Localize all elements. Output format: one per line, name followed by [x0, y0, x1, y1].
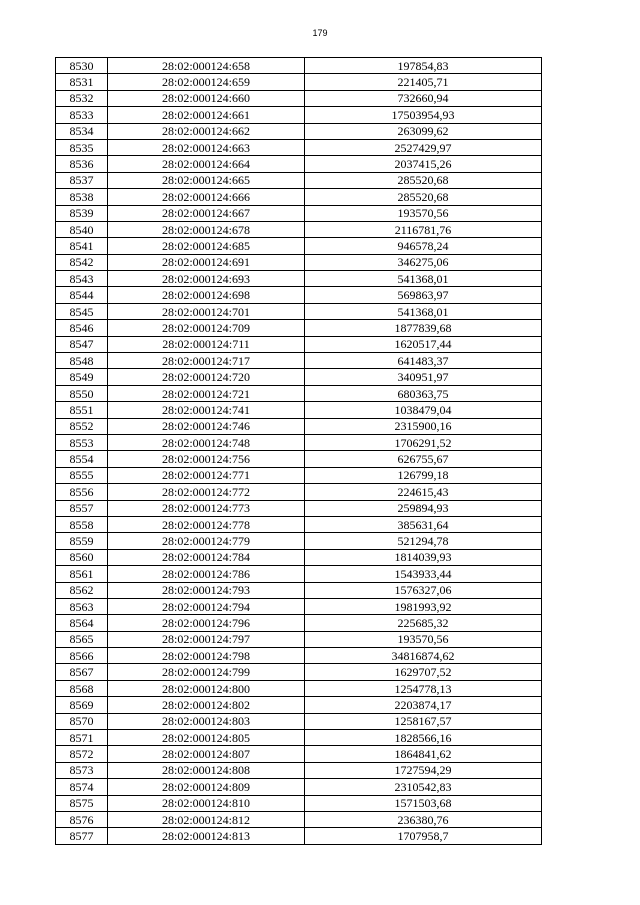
row-number-cell: 8534 — [56, 123, 108, 139]
page-number: 179 — [312, 28, 328, 38]
cadastral-value-cell: 541368,01 — [305, 303, 542, 319]
table-row — [56, 549, 542, 565]
cadastral-value-cell: 1706291,52 — [305, 434, 542, 450]
cadastral-value-cell: 225685,32 — [305, 615, 542, 631]
cadastral-value-cell: 1828566,16 — [305, 730, 542, 746]
cadastral-value-cell: 626755,67 — [305, 451, 542, 467]
cadastral-number-cell: 28:02:000124:720 — [108, 369, 305, 385]
cadastral-value-cell: 263099,62 — [305, 123, 542, 139]
cadastral-number-cell: 28:02:000124:665 — [108, 172, 305, 188]
table-row — [56, 336, 542, 352]
cadastral-number-cell: 28:02:000124:778 — [108, 516, 305, 532]
cadastral-value-cell: 1576327,06 — [305, 582, 542, 598]
table-row — [56, 615, 542, 631]
cadastral-number-cell: 28:02:000124:666 — [108, 189, 305, 205]
table-row — [56, 123, 542, 139]
row-number-cell: 8577 — [56, 828, 108, 844]
table-row — [56, 828, 542, 844]
table-row — [56, 287, 542, 303]
cadastral-value-cell: 1543933,44 — [305, 566, 542, 582]
table-row — [56, 516, 542, 532]
row-number-cell: 8572 — [56, 746, 108, 762]
row-number-cell: 8552 — [56, 418, 108, 434]
table-row — [56, 353, 542, 369]
cadastral-value-cell: 285520,68 — [305, 172, 542, 188]
cadastral-number-cell: 28:02:000124:805 — [108, 730, 305, 746]
cadastral-number-cell: 28:02:000124:803 — [108, 713, 305, 729]
cadastral-value-cell: 1707958,7 — [305, 828, 542, 844]
cadastral-value-cell: 1981993,92 — [305, 598, 542, 614]
cadastral-value-cell: 1814039,93 — [305, 549, 542, 565]
cadastral-number-cell: 28:02:000124:661 — [108, 107, 305, 123]
row-number-cell: 8555 — [56, 467, 108, 483]
row-number-cell: 8561 — [56, 566, 108, 582]
cadastral-value-cell: 1864841,62 — [305, 746, 542, 762]
table-row — [56, 631, 542, 647]
cadastral-value-cell: 221405,71 — [305, 74, 542, 90]
row-number-cell: 8545 — [56, 303, 108, 319]
row-number-cell: 8538 — [56, 189, 108, 205]
cadastral-value-cell: 340951,97 — [305, 369, 542, 385]
cadastral-value-cell: 569863,97 — [305, 287, 542, 303]
cadastral-number-cell: 28:02:000124:799 — [108, 664, 305, 680]
row-number-cell: 8554 — [56, 451, 108, 467]
row-number-cell: 8564 — [56, 615, 108, 631]
cadastral-value-cell: 193570,56 — [305, 631, 542, 647]
row-number-cell: 8566 — [56, 648, 108, 664]
row-number-cell: 8532 — [56, 90, 108, 106]
cadastral-value-cell: 732660,94 — [305, 90, 542, 106]
cadastral-number-cell: 28:02:000124:809 — [108, 779, 305, 795]
row-number-cell: 8574 — [56, 779, 108, 795]
table-row — [56, 500, 542, 516]
cadastral-value-cell: 1620517,44 — [305, 336, 542, 352]
table-row — [56, 697, 542, 713]
row-number-cell: 8535 — [56, 139, 108, 155]
row-number-cell: 8541 — [56, 238, 108, 254]
cadastral-number-cell: 28:02:000124:797 — [108, 631, 305, 647]
cadastral-number-cell: 28:02:000124:709 — [108, 320, 305, 336]
cadastral-number-cell: 28:02:000124:664 — [108, 156, 305, 172]
cadastral-number-cell: 28:02:000124:658 — [108, 58, 305, 74]
table-row — [56, 238, 542, 254]
cadastral-value-cell: 17503954,93 — [305, 107, 542, 123]
row-number-cell: 8530 — [56, 58, 108, 74]
cadastral-number-cell: 28:02:000124:813 — [108, 828, 305, 844]
row-number-cell: 8536 — [56, 156, 108, 172]
cadastral-number-cell: 28:02:000124:800 — [108, 680, 305, 696]
table-row — [56, 467, 542, 483]
cadastral-value-cell: 197854,83 — [305, 58, 542, 74]
cadastral-number-cell: 28:02:000124:786 — [108, 566, 305, 582]
cadastral-number-cell: 28:02:000124:662 — [108, 123, 305, 139]
table-row — [56, 434, 542, 450]
row-number-cell: 8540 — [56, 221, 108, 237]
table-row — [56, 582, 542, 598]
row-number-cell: 8562 — [56, 582, 108, 598]
table-body — [56, 58, 542, 845]
table-row — [56, 566, 542, 582]
table-row — [56, 74, 542, 90]
table-row — [56, 598, 542, 614]
cadastral-number-cell: 28:02:000124:771 — [108, 467, 305, 483]
cadastral-number-cell: 28:02:000124:667 — [108, 205, 305, 221]
cadastral-number-cell: 28:02:000124:659 — [108, 74, 305, 90]
cadastral-number-cell: 28:02:000124:701 — [108, 303, 305, 319]
row-number-cell: 8553 — [56, 434, 108, 450]
table-row — [56, 402, 542, 418]
cadastral-number-cell: 28:02:000124:721 — [108, 385, 305, 401]
cadastral-value-cell: 2037415,26 — [305, 156, 542, 172]
row-number-cell: 8570 — [56, 713, 108, 729]
cadastral-value-cell: 1629707,52 — [305, 664, 542, 680]
row-number-cell: 8542 — [56, 254, 108, 270]
table-row — [56, 205, 542, 221]
row-number-cell: 8576 — [56, 811, 108, 827]
cadastral-value-cell: 224615,43 — [305, 484, 542, 500]
cadastral-number-cell: 28:02:000124:796 — [108, 615, 305, 631]
cadastral-value-cell: 193570,56 — [305, 205, 542, 221]
row-number-cell: 8543 — [56, 271, 108, 287]
row-number-cell: 8559 — [56, 533, 108, 549]
cadastral-value-table — [55, 57, 542, 845]
cadastral-number-cell: 28:02:000124:685 — [108, 238, 305, 254]
cadastral-value-cell: 541368,01 — [305, 271, 542, 287]
table-row — [56, 484, 542, 500]
table-row — [56, 533, 542, 549]
row-number-cell: 8531 — [56, 74, 108, 90]
cadastral-number-cell: 28:02:000124:711 — [108, 336, 305, 352]
cadastral-number-cell: 28:02:000124:773 — [108, 500, 305, 516]
cadastral-number-cell: 28:02:000124:798 — [108, 648, 305, 664]
cadastral-value-cell: 1727594,29 — [305, 762, 542, 778]
cadastral-number-cell: 28:02:000124:693 — [108, 271, 305, 287]
table-row — [56, 107, 542, 123]
row-number-cell: 8573 — [56, 762, 108, 778]
cadastral-number-cell: 28:02:000124:772 — [108, 484, 305, 500]
row-number-cell: 8563 — [56, 598, 108, 614]
cadastral-number-cell: 28:02:000124:678 — [108, 221, 305, 237]
table-row — [56, 320, 542, 336]
table-row — [56, 189, 542, 205]
table-row — [56, 746, 542, 762]
row-number-cell: 8537 — [56, 172, 108, 188]
cadastral-value-cell: 346275,06 — [305, 254, 542, 270]
table-row — [56, 762, 542, 778]
cadastral-value-cell: 34816874,62 — [305, 648, 542, 664]
table-row — [56, 418, 542, 434]
row-number-cell: 8546 — [56, 320, 108, 336]
cadastral-value-cell: 2315900,16 — [305, 418, 542, 434]
table-row — [56, 156, 542, 172]
table-row — [56, 303, 542, 319]
cadastral-value-cell: 1571503,68 — [305, 795, 542, 811]
cadastral-number-cell: 28:02:000124:756 — [108, 451, 305, 467]
cadastral-value-cell: 1038479,04 — [305, 402, 542, 418]
cadastral-value-cell: 680363,75 — [305, 385, 542, 401]
row-number-cell: 8547 — [56, 336, 108, 352]
table-row — [56, 221, 542, 237]
row-number-cell: 8533 — [56, 107, 108, 123]
cadastral-value-cell: 521294,78 — [305, 533, 542, 549]
row-number-cell: 8557 — [56, 500, 108, 516]
row-number-cell: 8549 — [56, 369, 108, 385]
cadastral-number-cell: 28:02:000124:784 — [108, 549, 305, 565]
table-row — [56, 254, 542, 270]
cadastral-number-cell: 28:02:000124:794 — [108, 598, 305, 614]
cadastral-number-cell: 28:02:000124:802 — [108, 697, 305, 713]
cadastral-number-cell: 28:02:000124:793 — [108, 582, 305, 598]
row-number-cell: 8567 — [56, 664, 108, 680]
cadastral-value-cell: 2310542,83 — [305, 779, 542, 795]
row-number-cell: 8539 — [56, 205, 108, 221]
table-row — [56, 90, 542, 106]
cadastral-value-cell: 1254778,13 — [305, 680, 542, 696]
row-number-cell: 8550 — [56, 385, 108, 401]
row-number-cell: 8569 — [56, 697, 108, 713]
cadastral-value-cell: 946578,24 — [305, 238, 542, 254]
table-row — [56, 795, 542, 811]
cadastral-number-cell: 28:02:000124:812 — [108, 811, 305, 827]
row-number-cell: 8571 — [56, 730, 108, 746]
cadastral-number-cell: 28:02:000124:741 — [108, 402, 305, 418]
table-row — [56, 730, 542, 746]
row-number-cell: 8548 — [56, 353, 108, 369]
cadastral-value-cell: 236380,76 — [305, 811, 542, 827]
cadastral-value-cell: 126799,18 — [305, 467, 542, 483]
cadastral-number-cell: 28:02:000124:779 — [108, 533, 305, 549]
cadastral-value-cell: 2116781,76 — [305, 221, 542, 237]
table-row — [56, 172, 542, 188]
cadastral-number-cell: 28:02:000124:810 — [108, 795, 305, 811]
table-row — [56, 811, 542, 827]
row-number-cell: 8556 — [56, 484, 108, 500]
cadastral-value-cell: 2527429,97 — [305, 139, 542, 155]
cadastral-value-cell: 285520,68 — [305, 189, 542, 205]
table-row — [56, 369, 542, 385]
table-row — [56, 271, 542, 287]
cadastral-value-cell: 1258167,57 — [305, 713, 542, 729]
cadastral-number-cell: 28:02:000124:663 — [108, 139, 305, 155]
row-number-cell: 8565 — [56, 631, 108, 647]
table-row — [56, 58, 542, 74]
cadastral-value-cell: 1877839,68 — [305, 320, 542, 336]
table-row — [56, 648, 542, 664]
cadastral-number-cell: 28:02:000124:660 — [108, 90, 305, 106]
cadastral-value-cell: 259894,93 — [305, 500, 542, 516]
cadastral-value-cell: 2203874,17 — [305, 697, 542, 713]
table-row — [56, 385, 542, 401]
row-number-cell: 8575 — [56, 795, 108, 811]
table-row — [56, 451, 542, 467]
row-number-cell: 8568 — [56, 680, 108, 696]
cadastral-value-cell: 385631,64 — [305, 516, 542, 532]
row-number-cell: 8560 — [56, 549, 108, 565]
cadastral-number-cell: 28:02:000124:807 — [108, 746, 305, 762]
row-number-cell: 8558 — [56, 516, 108, 532]
table-row — [56, 139, 542, 155]
cadastral-number-cell: 28:02:000124:808 — [108, 762, 305, 778]
table-row — [56, 779, 542, 795]
cadastral-number-cell: 28:02:000124:748 — [108, 434, 305, 450]
cadastral-number-cell: 28:02:000124:691 — [108, 254, 305, 270]
row-number-cell: 8551 — [56, 402, 108, 418]
table-row — [56, 664, 542, 680]
row-number-cell: 8544 — [56, 287, 108, 303]
cadastral-number-cell: 28:02:000124:698 — [108, 287, 305, 303]
cadastral-number-cell: 28:02:000124:746 — [108, 418, 305, 434]
cadastral-value-cell: 641483,37 — [305, 353, 542, 369]
table-row — [56, 713, 542, 729]
table-row — [56, 680, 542, 696]
cadastral-number-cell: 28:02:000124:717 — [108, 353, 305, 369]
